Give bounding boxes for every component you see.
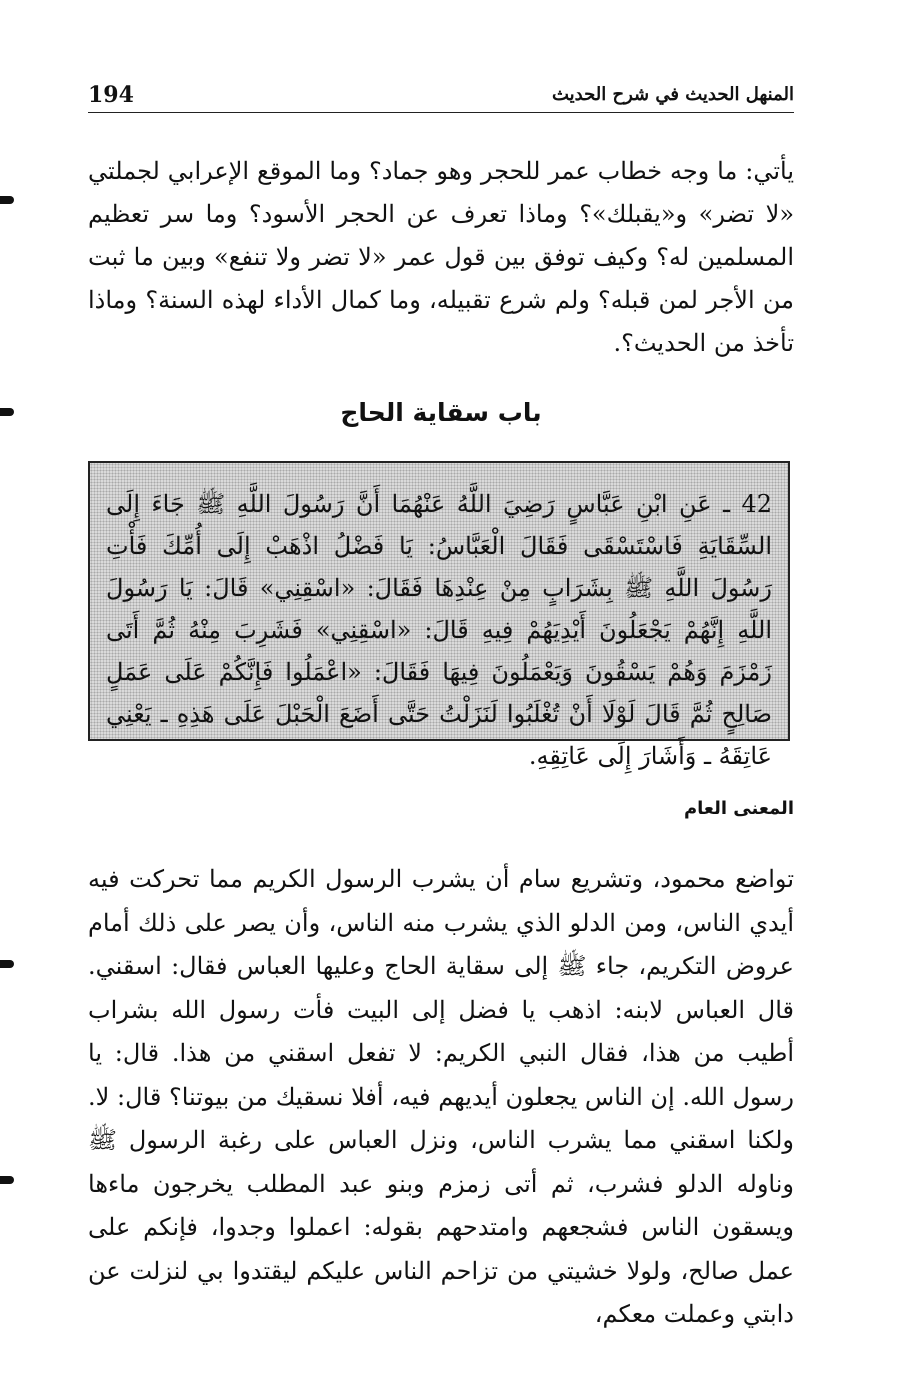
hadith-box xyxy=(88,461,790,770)
running-title: المنهل الحديث في شرح الحديث xyxy=(551,84,794,105)
margin-mark xyxy=(0,1176,14,1184)
page-header xyxy=(88,78,794,113)
margin-mark xyxy=(0,196,14,204)
margin-mark xyxy=(0,408,14,416)
body-paragraph: تواضع محمود، وتشريع سام أن يشرب الرسول الكريم مما تحركت فيه أيدي الناس، ومن الدلو الذي يشرب منه الناس، وأن يصر على ذلك أمام عروض التكريم، جاء ﷺ إلى سقاية الحاج وعليها العباس فقال: اسقني. قال العباس لابنه: اذهب يا فضل إلى البيت فأت رسول الله بشراب أطيب من هذا، فقال النبي الكريم: لا تفعل اسقني من هذا. قال: يا رسول الله. إن الناس يجعلون أيديهم فيه، أفلا نسقيك من بيوتنا؟ قال: لا. ولكنا اسقني مما يشرب الناس، ونزل العباس على رغبة الرسول ﷺ وناوله الدلو فشرب، ثم أتى زمزم وبنو عبد المطلب يخرجون ماءها ويسقون الناس فشجعهم وامتدحهم بقوله: اعملوا وجدوا، فإنكم على عمل صالح، ولولا خشيتي من تزاحم الناس عليكم ليقتدوا بي لنزلت عن دابتي وعملت معكم، xyxy=(88,865,794,1328)
hadith-text: 42 ـ عَنِ ابْنِ عَبَّاسٍ رَضِيَ اللَّهُ عَنْهُمَا أَنَّ رَسُولَ اللَّهِ ﷺ جَاءَ إِلَى السِّقَايَةِ فَاسْتَسْقَى فَقَالَ الْعَبَّاسُ: يَا فَضْلُ اذْهَبْ إِلَى أُمِّكَ فَأْتِ رَسُولَ اللَّهِ ﷺ بِشَرَابٍ مِنْ عِنْدِهَا فَقَالَ: «اسْقِنِي» قَالَ: يَا رَسُولَ اللَّهِ إِنَّهُمْ يَجْعَلُونَ أَيْدِيَهُمْ فِيهِ قَالَ: «اسْقِنِي» فَشَرِبَ مِنْهُ ثُمَّ أَتَى زَمْزَمَ وَهُمْ يَسْقُونَ وَيَعْمَلُونَ فِيهَا فَقَالَ: «اعْمَلُوا فَإِنَّكُمْ عَلَى عَمَلٍ صَالِحٍ ثُمَّ قَالَ لَوْلَا أَنْ تُغْلَبُوا لَنَزَلْتُ حَتَّى أَضَعَ الْحَبْلَ عَلَى هَذِهِ ـ يَعْنِي عَاتِقَهُ ـ وَأَشَارَ إِلَى عَاتِقِهِ. xyxy=(106,490,772,770)
section-heading: المعنى العام xyxy=(683,798,794,819)
margin-mark xyxy=(0,960,14,968)
chapter-title: باب سقاية الحاج xyxy=(340,398,542,427)
intro-paragraph: يأتي: ما وجه خطاب عمر للحجر وهو جماد؟ وما الموقع الإعرابي لجملتي «لا تضر» و«يقبلك»؟ وماذا تعرف عن الحجر الأسود؟ وما سر تعظيم المسلمين له؟ وكيف توفق بين قول عمر «لا تضر ولا تنفع» وبين ما ثبت من الأجر لمن قبله؟ ولم شرع تقبيله، وما كمال الأداء لهذه السنة؟ وماذا تأخذ من الحديث؟. xyxy=(88,157,795,357)
page-number: 194 xyxy=(88,82,134,108)
